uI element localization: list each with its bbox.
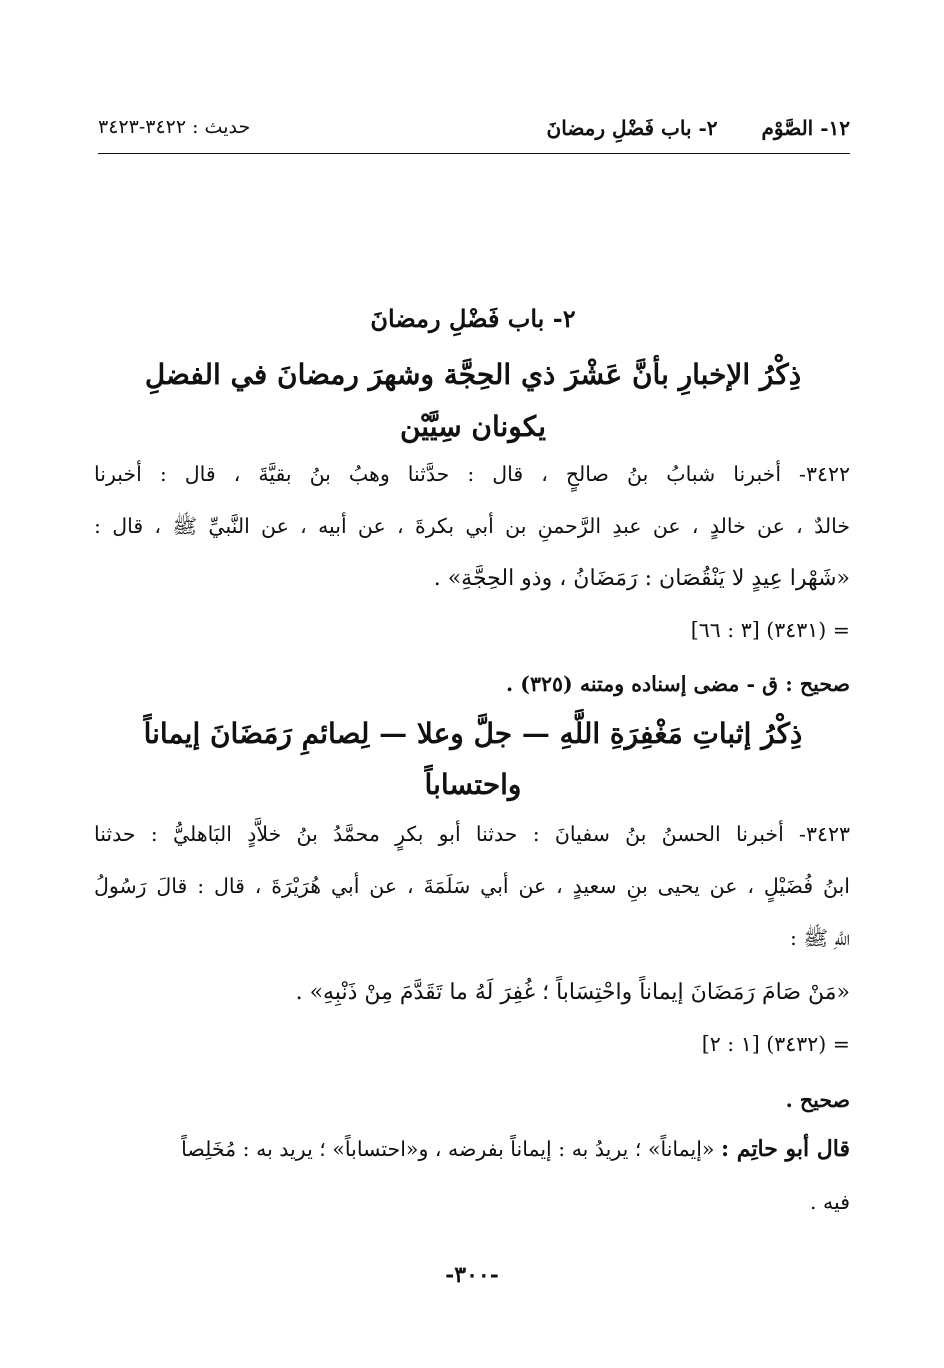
hadith-2-line-3: اللَّهِ ﷺ : (789, 926, 850, 950)
commentary-lead: قال أبو حاتِم : (721, 1136, 850, 1162)
hadith-2-line-2: ابنُ فُضَيْلٍ ، عن يحيى بنِ سعيدٍ ، عن أبي سَلَمَةَ ، عن أبي هُرَيْرَةَ ، قال : قالَ رَسُولُ (94, 874, 850, 898)
running-header-right (547, 116, 850, 140)
page-number: -٣٠٠- (445, 1262, 499, 1288)
heading-1-line-1: ذِكْرُ الإخبارِ بأنَّ عَشْرَ ذي الحِجَّة وشهرَ رمضانَ في الفضلِ (144, 358, 802, 391)
hadith-1-grade: صحيح : ق - مضى إسناده ومتنه (٣٢٥) . (506, 672, 850, 696)
heading-2-line-2: واحتساباً (424, 768, 522, 801)
hadith-1-quote: «شَهْرا عِيدٍ لا يَنْقُصَان : رَمَضَانُ ، وذو الحِجَّةِ» . (433, 566, 850, 591)
commentary-line-1 (94, 1136, 850, 1162)
commentary-line-2: فيه . (809, 1190, 850, 1214)
heading-1-line-2: يكونان سِيَّيْن (399, 410, 547, 443)
hadith-2-quote: «مَنْ صَامَ رَمَضَانَ إيماناً واحْتِسَاباً ؛ غُفِرَ لَهُ ما تَقَدَّمَ مِنْ ذَنْبِهِ» . (295, 980, 850, 1005)
chapter-title: ٢- باب فَضْلِ رمضانَ (370, 304, 576, 333)
hadith-1-reference: = (٣٤٣١) [٣ : ٦٦] (690, 618, 850, 642)
commentary-text: «إيماناً» ؛ يريدُ به : إيماناً بفرضه ، و«احتساباً» ؛ يريد به : مُخَلِصاً (181, 1137, 715, 1161)
header-chapter: ١٢- الصَّوْم (761, 116, 850, 140)
heading-2-line-1: ذِكْرُ إثباتِ مَغْفِرَةِ اللَّهِ — جلَّ وعلا — لِصائمِ رَمَضَانَ إيماناً (143, 717, 803, 750)
hadith-2-line-1: ٣٤٢٣- أخبرنا الحسنُ بنُ سفيانَ : حدثنا أبو بكرٍ محمَّدُ بنُ خلاَّدٍ البَاهليُّ : حدثنا (94, 822, 850, 846)
hadith-2-reference: = (٣٤٣٢) [١ : ٢] (701, 1032, 850, 1056)
hadith-2-grade: صحيح . (785, 1088, 850, 1112)
header-hadith-range: حديث : ٣٤٢٢-٣٤٢٣ (98, 116, 251, 138)
hadith-1-line-2: خالدٌ ، عن خالدٍ ، عن عبدِ الرَّحمنِ بن أبي بكرةَ ، عن أبيه ، عن النَّبيِّ ﷺ ، قال : (94, 514, 850, 538)
header-rule (98, 153, 850, 154)
header-section: ٢- باب فَضْلِ رمضانَ (546, 116, 718, 140)
hadith-1-line-1: ٣٤٢٢- أخبرنا شبابُ بنُ صالحٍ ، قال : حدَّثنا وهبُ بنُ بقيَّةَ ، قال : أخبرنا (94, 462, 850, 486)
